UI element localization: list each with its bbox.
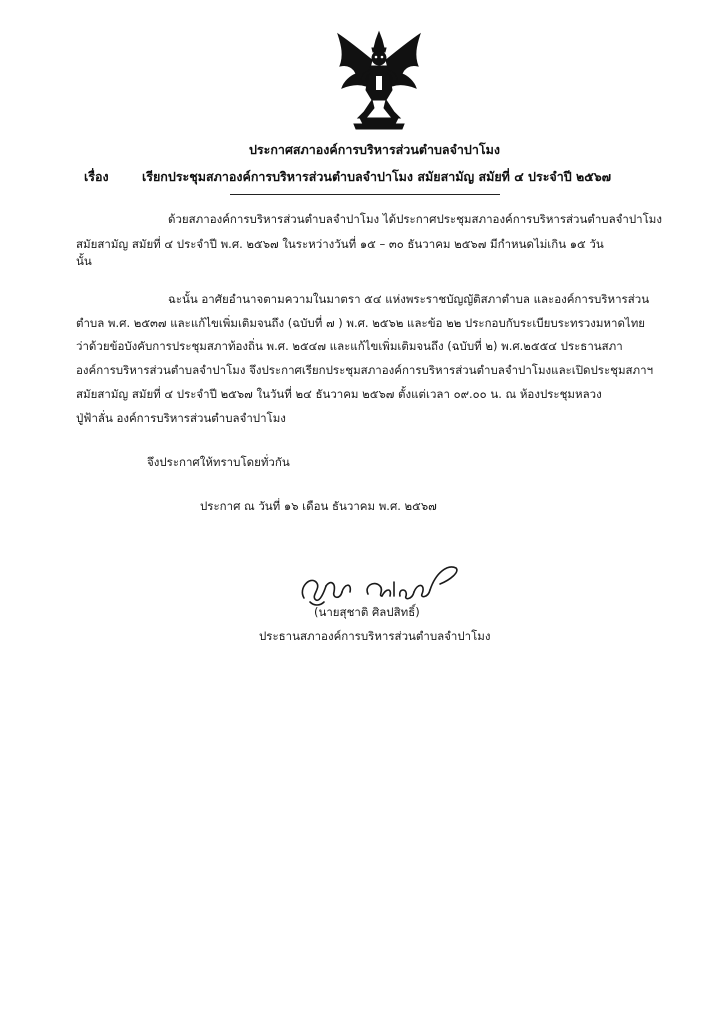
para2-line-3: ว่าด้วยข้อบังคับการประชุมสภาท้องถิ่น พ.ศ. ๒๕๔๗ และแก้ไขเพิ่มเติมจนถึง (ฉบับที่ ๒) พ.ศ.๒๕๕๔ ประธานสภา (76, 339, 623, 353)
handwritten-signature (290, 558, 480, 608)
para2-line-2: ตำบล พ.ศ. ๒๕๓๗ และแก้ไขเพิ่มเติมจนถึง (ฉบับที่ ๗ ) พ.ศ. ๒๕๖๒ และข้อ ๒๒ ประกอบกับระเบียบระทรวงมหาดไทย (76, 316, 646, 330)
signatory-position: ประธานสภาองค์การบริหารส่วนตำบลจำปาโมง (259, 629, 491, 643)
para1-line-2: สมัยสามัญ สมัยที่ ๔ ประจำปี พ.ศ. ๒๕๖๗ ในระหว่างวันที่ ๑๕ – ๓๐ ธันวาคม ๒๕๖๗ มีกำหนดไม่เกิน ๑๕ วัน (76, 237, 604, 251)
subject-label: เรื่อง (84, 169, 109, 184)
para1-line-3: นั้น (76, 254, 92, 268)
para2-line-5: สมัยสามัญ สมัยที่ ๔ ประจำปี ๒๕๖๗ ในวันที่ ๒๔ ธันวาคม ๒๕๖๗ ตั้งแต่เวลา ๐๙.๐๐ น. ณ ห้องประชุมหลวง (76, 387, 602, 401)
para1-line-1: ด้วยสภาองค์การบริหารส่วนตำบลจำปาโมง ได้ประกาศประชุมสภาองค์การบริหารส่วนตำบลจำปาโมง (168, 212, 662, 226)
header-divider (230, 194, 500, 195)
subject-text: เรียกประชุมสภาองค์การบริหารส่วนตำบลจำปาโมง สมัยสามัญ สมัยที่ ๔ ประจำปี ๒๕๖๗ (142, 169, 612, 184)
para2-line-4: องค์การบริหารส่วนตำบลจำปาโมง จึงประกาศเรียกประชุมสภาองค์การบริหารส่วนตำบลจำปาโมงและเปิดประชุมสภาฯ (76, 363, 654, 377)
para2-line-6: ปู่ฟ้าลั่น องค์การบริหารส่วนตำบลจำปาโมง (76, 411, 286, 425)
para3-proclaim: จึงประกาศให้ทราบโดยทั่วกัน (147, 455, 290, 469)
date-line: ประกาศ ณ วันที่ ๑๖ เดือน ธันวาคม พ.ศ. ๒๕๖๗ (200, 499, 437, 513)
signatory-name: (นายสุชาติ ศิลปสิทธิ์) (314, 605, 420, 619)
announcement-title: ประกาศสภาองค์การบริหารส่วนตำบลจำปาโมง (249, 142, 500, 157)
para2-line-1: ฉะนั้น อาศัยอำนาจตามความในมาตรา ๕๔ แห่งพระราชบัญญัติสภาตำบล และองค์การบริหารส่วน (168, 292, 650, 306)
garuda-emblem-icon (332, 30, 426, 130)
